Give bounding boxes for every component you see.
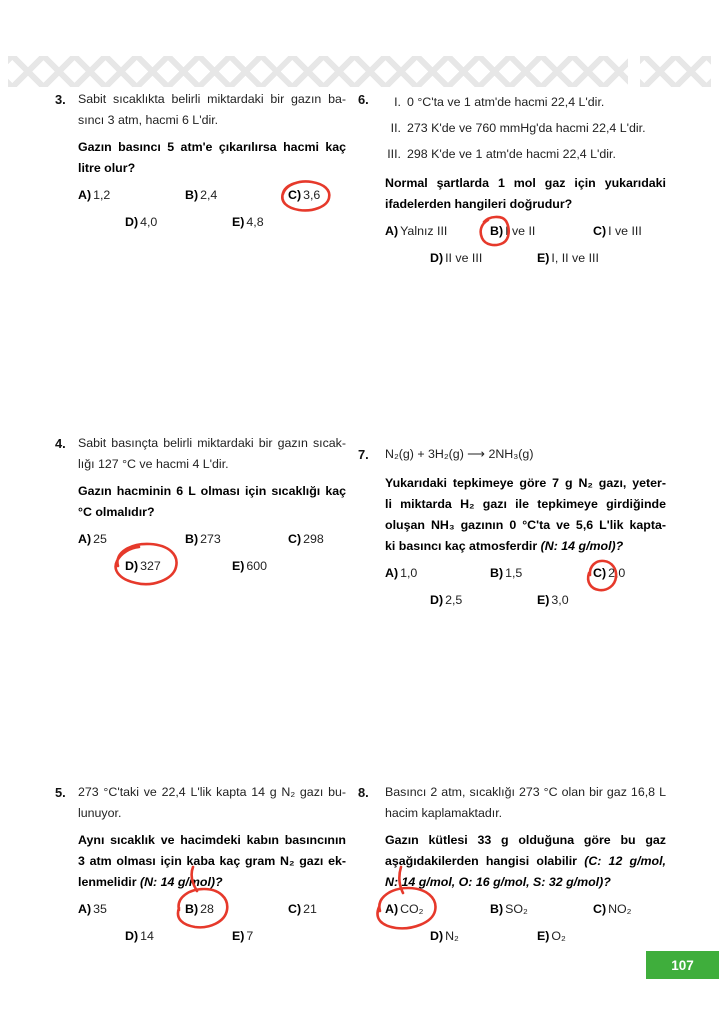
decorative-pattern-band xyxy=(8,56,628,87)
option-label: C) xyxy=(593,224,607,238)
option-c xyxy=(288,529,324,550)
stem-text-italic: (N: 14 g/mol)? xyxy=(139,875,223,889)
question-3-options-row-2 xyxy=(78,212,346,239)
option-a xyxy=(78,529,107,550)
option-label: A) xyxy=(385,902,399,916)
option-text: O₂ xyxy=(551,929,566,943)
text-line: sıncı 3 atm, hacmi 6 L'dir. xyxy=(78,113,219,127)
option-d xyxy=(430,248,482,269)
page-number: 107 xyxy=(671,957,694,973)
text-line: li miktarda H₂ gazı ile tepkimeye girdiğinde xyxy=(385,497,666,511)
option-c xyxy=(288,899,317,920)
question-3 xyxy=(55,89,346,239)
option-label: A) xyxy=(385,224,399,238)
decorative-pattern-band-right xyxy=(640,56,711,87)
option-b xyxy=(185,185,217,206)
stem-text-italic: (C: 12 g/mol, xyxy=(584,854,666,868)
text-line xyxy=(385,851,666,872)
option-d xyxy=(430,926,459,947)
option-label: C) xyxy=(593,566,607,580)
stem-text-italic: (N: 14 g/mol)? xyxy=(540,539,624,553)
question-3-options-row-1 xyxy=(78,185,346,212)
question-8-options-row-1 xyxy=(385,899,666,926)
chemical-equation: N₂(g) + 3H₂(g) ⟶ 2NH₃(g) xyxy=(385,447,534,461)
text-line: litre olur? xyxy=(78,161,136,175)
option-d xyxy=(125,926,154,947)
option-b xyxy=(185,529,221,550)
option-label: C) xyxy=(288,902,302,916)
question-8-stem xyxy=(385,830,666,893)
text-line: 3 atm olması için kaba kaç gram N₂ gazı ek- xyxy=(78,854,346,868)
option-label: C) xyxy=(593,902,607,916)
option-text: NO₂ xyxy=(608,902,632,916)
option-text: 7 xyxy=(246,929,254,943)
option-e xyxy=(537,590,569,611)
option-c xyxy=(288,185,320,206)
question-5 xyxy=(55,782,346,953)
roman-item xyxy=(385,141,666,167)
question-5-options-row-2 xyxy=(78,926,346,953)
text-line: 273 °C'taki ve 22,4 L'lik kapta 14 g N₂ gazı bu- xyxy=(78,785,346,799)
option-a xyxy=(385,563,417,584)
option-text: 3,6 xyxy=(303,188,321,202)
option-text: 298 xyxy=(303,532,324,546)
option-text: 2,4 xyxy=(200,188,218,202)
roman-item-text: 0 °C'ta ve 1 atm'de hacmi 22,4 L'dir. xyxy=(407,95,605,109)
option-text: 28 xyxy=(200,902,214,916)
roman-item xyxy=(385,89,666,115)
option-b xyxy=(490,563,522,584)
option-e xyxy=(537,926,566,947)
question-7-options-row-1 xyxy=(385,563,666,590)
question-8-options-row-2 xyxy=(385,926,666,953)
option-c xyxy=(593,899,631,920)
text-line xyxy=(385,536,666,557)
option-label: E) xyxy=(537,929,550,943)
text-line: N: 14 g/mol, O: 16 g/mol, S: 32 g/mol)? xyxy=(385,875,611,889)
option-text: 1,0 xyxy=(400,566,418,580)
option-label: C) xyxy=(288,188,302,202)
stem-text: lenmelidir xyxy=(78,875,140,889)
option-e xyxy=(232,212,264,233)
option-text: 3,0 xyxy=(551,593,569,607)
option-text: 14 xyxy=(140,929,154,943)
roman-item-text: 273 K'de ve 760 mmHg'da hacmi 22,4 L'dir. xyxy=(407,121,646,135)
question-3-intro xyxy=(78,89,346,131)
option-label: B) xyxy=(185,902,199,916)
option-label: A) xyxy=(78,188,92,202)
question-4-number: 4. xyxy=(55,436,66,451)
question-5-number: 5. xyxy=(55,785,66,800)
option-label: D) xyxy=(125,559,139,573)
text-line: oluşan NH₃ gazının 0 °C'ta ve 5,6 L'lik kapta- xyxy=(385,518,666,532)
text-line: lığı 127 °C ve hacmi 4 L'dir. xyxy=(78,457,229,471)
option-text: 2,5 xyxy=(445,593,463,607)
option-text: 1,2 xyxy=(93,188,111,202)
question-6-roman-items xyxy=(385,89,666,167)
option-c xyxy=(593,221,642,242)
roman-numeral: I. xyxy=(394,95,401,109)
option-label: E) xyxy=(232,929,245,943)
text-line: Sabit basınçta belirli miktardaki bir gazın sıcak- xyxy=(78,436,346,450)
option-label: B) xyxy=(490,566,504,580)
option-text: SO₂ xyxy=(505,902,528,916)
text-line: Basıncı 2 atm, sıcaklığı 273 °C olan bir gaz 16,8 L xyxy=(385,785,666,799)
question-5-options-row-1 xyxy=(78,899,346,926)
option-label: B) xyxy=(185,532,199,546)
option-text: 327 xyxy=(140,559,161,573)
question-4-stem xyxy=(78,481,346,523)
option-label: B) xyxy=(490,224,504,238)
option-label: C) xyxy=(288,532,302,546)
question-4-options-row-1 xyxy=(78,529,346,556)
question-5-intro xyxy=(78,782,346,824)
option-e xyxy=(232,556,267,577)
option-text: CO₂ xyxy=(400,902,424,916)
page-number-badge xyxy=(646,951,719,979)
text-line: Sabit sıcaklıkta belirli miktardaki bir gazın ba- xyxy=(78,92,346,106)
option-label: E) xyxy=(537,593,550,607)
option-a xyxy=(385,899,423,920)
option-label: D) xyxy=(430,251,444,265)
question-3-number: 3. xyxy=(55,92,66,107)
option-text: II ve III xyxy=(445,251,483,265)
text-line: Gazın kütlesi 33 g olduğuna göre bu gaz xyxy=(385,833,666,847)
roman-item-text: 298 K'de ve 1 atm'de hacmi 22,4 L'dir. xyxy=(407,147,616,161)
option-label: D) xyxy=(430,593,444,607)
question-6-number: 6. xyxy=(358,92,369,107)
option-e xyxy=(537,248,599,269)
option-label: E) xyxy=(232,215,245,229)
text-line: °C olmalıdır? xyxy=(78,505,155,519)
option-d xyxy=(430,590,462,611)
text-line: lunuyor. xyxy=(78,806,122,820)
text-line: Gazın hacminin 6 L olması için sıcaklığı kaç xyxy=(78,484,346,498)
option-label: E) xyxy=(537,251,550,265)
stem-text: ki basıncı kaç atmosferdir xyxy=(385,539,541,553)
option-label: D) xyxy=(125,929,139,943)
question-8-intro xyxy=(385,782,666,824)
option-label: A) xyxy=(78,532,92,546)
option-text: 600 xyxy=(246,559,268,573)
option-text: I ve II xyxy=(505,224,536,238)
roman-numeral: II. xyxy=(390,121,401,135)
option-label: B) xyxy=(185,188,199,202)
question-7-stem xyxy=(385,473,666,557)
question-6 xyxy=(358,89,670,275)
option-label: E) xyxy=(232,559,245,573)
stem-text: aşağıdakilerden hangisi olabilir xyxy=(385,854,585,868)
option-label: A) xyxy=(78,902,92,916)
text-line: Normal şartlarda 1 mol gaz için yukarıdaki xyxy=(385,176,666,190)
question-5-stem xyxy=(78,830,346,893)
option-a xyxy=(78,899,107,920)
text-line: Yukarıdaki tepkimeye göre 7 g N₂ gazı, yeter- xyxy=(385,476,666,490)
option-b xyxy=(490,899,528,920)
question-7-options-row-2 xyxy=(385,590,666,617)
option-a xyxy=(78,185,110,206)
option-text: I, II ve III xyxy=(551,251,599,265)
question-7 xyxy=(358,444,670,617)
text-line: Gazın basıncı 5 atm'e çıkarılırsa hacmi kaç xyxy=(78,140,346,154)
option-label: D) xyxy=(430,929,444,943)
option-e xyxy=(232,926,253,947)
roman-item xyxy=(385,115,666,141)
option-label: B) xyxy=(490,902,504,916)
question-4-intro xyxy=(78,433,346,475)
question-6-stem xyxy=(385,173,666,215)
option-d xyxy=(125,212,157,233)
question-3-stem xyxy=(78,137,346,179)
question-6-options-row-1 xyxy=(385,221,666,248)
option-text: 4,8 xyxy=(246,215,264,229)
option-d xyxy=(125,556,161,577)
option-c xyxy=(593,563,625,584)
text-line xyxy=(78,872,346,893)
option-text: 1,5 xyxy=(505,566,523,580)
option-b xyxy=(185,899,214,920)
option-text: 35 xyxy=(93,902,107,916)
question-4 xyxy=(55,433,346,583)
option-text: Yalnız III xyxy=(400,224,448,238)
question-4-options-row-2 xyxy=(78,556,346,583)
option-b xyxy=(490,221,535,242)
option-label: D) xyxy=(125,215,139,229)
question-6-options-row-2 xyxy=(385,248,666,275)
text-line: hacim kaplamaktadır. xyxy=(385,806,503,820)
option-text: 2,0 xyxy=(608,566,626,580)
text-line: Aynı sıcaklık ve hacimdeki kabın basıncının xyxy=(78,833,346,847)
question-8 xyxy=(358,782,670,953)
option-text: I ve III xyxy=(608,224,642,238)
option-text: N₂ xyxy=(445,929,459,943)
option-text: 4,0 xyxy=(140,215,158,229)
question-7-number: 7. xyxy=(358,447,369,462)
option-text: 21 xyxy=(303,902,317,916)
text-line: ifadelerden hangileri doğrudur? xyxy=(385,197,573,211)
option-text: 25 xyxy=(93,532,107,546)
option-label: A) xyxy=(385,566,399,580)
option-a xyxy=(385,221,447,242)
question-8-number: 8. xyxy=(358,785,369,800)
roman-numeral: III. xyxy=(387,147,401,161)
option-text: 273 xyxy=(200,532,221,546)
